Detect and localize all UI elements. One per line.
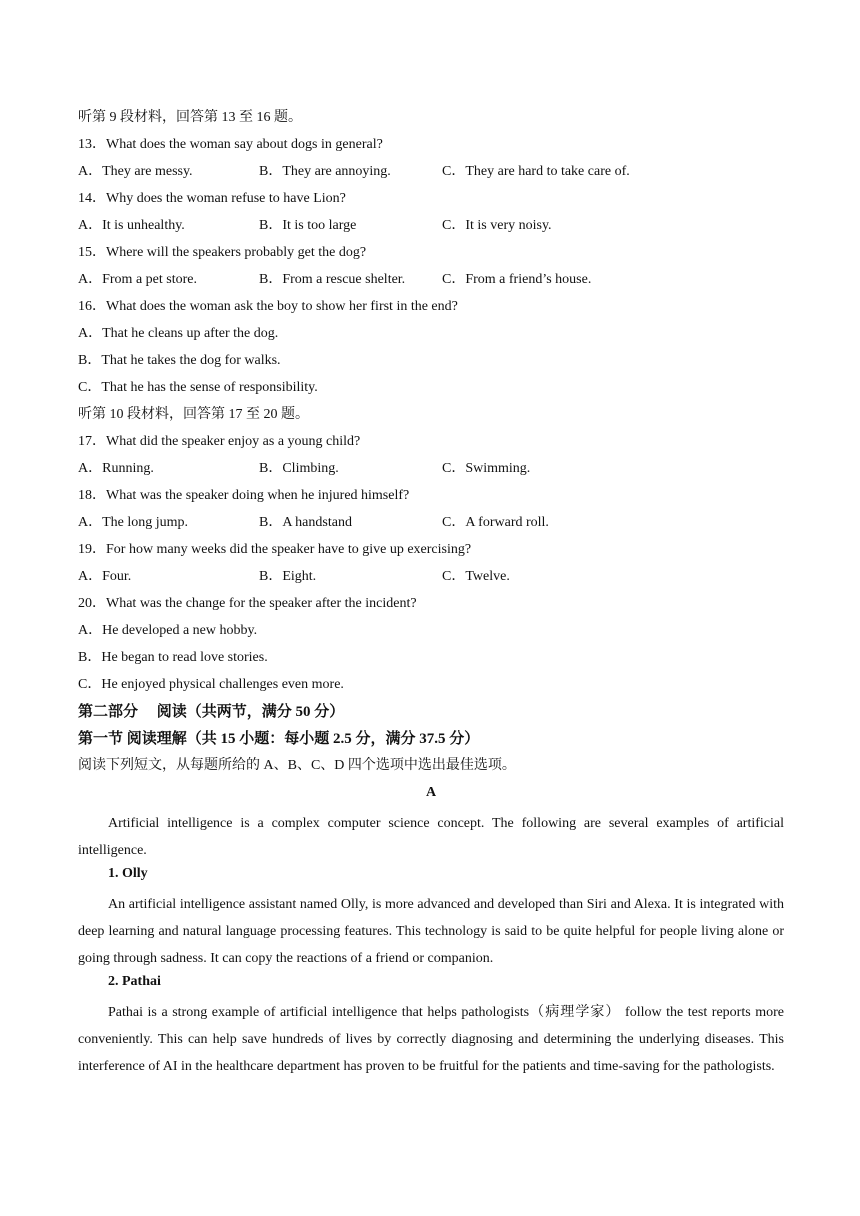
passage-label: A	[425, 785, 437, 800]
q17-option-b: B．Climbing.	[259, 461, 339, 476]
item-2-paragraph: Pathai is a strong example of artificial intelligence that helps pathologists（病理学家） follow the test reports more conveniently. This can help save hundreds of lives by correctly diagnosing and determining the underlying diseases. This interference of AI in the healthcare department has proven to be fruitful for the patients and time-saving for the pathologists.	[78, 1005, 784, 1074]
q15-option-c: C．From a friend’s house.	[442, 272, 592, 287]
item-2-title: 2. Pathai	[108, 974, 161, 989]
q16-option-c: C．That he has the sense of responsibility.	[78, 380, 318, 395]
question-15-stem: 15．Where will the speakers probably get the dog?	[78, 245, 367, 260]
question-18-options	[78, 513, 784, 540]
question-14-options	[78, 216, 784, 243]
q20-option-b: B．He began to read love stories.	[78, 650, 268, 665]
item-1-paragraph: An artificial intelligence assistant named Olly, is more advanced and developed than Siri and Alexa. It is integrated with deep learning and natural language processing features. This technology is said to be quite helpful for people living alone or going through sadness. It can copy the reactions of a friend or companion.	[78, 897, 784, 966]
question-17-stem: 17．What did the speaker enjoy as a young child?	[78, 434, 361, 449]
q16-option-b: B．That he takes the dog for walks.	[78, 353, 281, 368]
q14-option-b: B．It is too large	[259, 218, 357, 233]
q13-option-c: C．They are hard to take care of.	[442, 164, 630, 179]
passage-intro-paragraph: Artificial intelligence is a complex computer science concept. The following are several examples of artificial intelligence.	[78, 816, 784, 858]
question-14-stem: 14．Why does the woman refuse to have Lion?	[78, 191, 346, 206]
question-15-options	[78, 270, 784, 297]
q13-option-a: A．They are messy.	[78, 164, 193, 179]
q17-option-c: C．Swimming.	[442, 461, 531, 476]
reading-instructions: 阅读下列短文，从每题所给的 A、B、C、D 四个选项中选出最佳选项。	[78, 758, 516, 773]
q18-option-c: C．A forward roll.	[442, 515, 549, 530]
section-one-title: 第一节 阅读理解（共 15 小题：每小题 2.5 分，满分 37.5 分）	[78, 731, 480, 747]
question-13-stem: 13．What does the woman say about dogs in general?	[78, 137, 383, 152]
q19-option-a: A．Four.	[78, 569, 132, 584]
q19-option-b: B．Eight.	[259, 569, 317, 584]
item-1-title: 1. Olly	[108, 866, 148, 881]
page-content	[78, 108, 784, 1080]
q18-option-b: B．A handstand	[259, 515, 352, 530]
q19-option-c: C．Twelve.	[442, 569, 510, 584]
question-20-stem: 20．What was the change for the speaker after the incident?	[78, 596, 417, 611]
part-two-title: 第二部分 阅读（共两节，满分 50 分）	[78, 704, 345, 720]
q14-option-a: A．It is unhealthy.	[78, 218, 185, 233]
q15-option-b: B．From a rescue shelter.	[259, 272, 406, 287]
section10-intro: 听第 10 段材料，回答第 17 至 20 题。	[78, 407, 309, 422]
q20-option-c: C．He enjoyed physical challenges even more.	[78, 677, 344, 692]
question-19-stem: 19．For how many weeks did the speaker have to give up exercising?	[78, 542, 472, 557]
section9-intro: 听第 9 段材料，回答第 13 至 16 题。	[78, 110, 302, 125]
question-13-options	[78, 162, 784, 189]
q15-option-a: A．From a pet store.	[78, 272, 197, 287]
q17-option-a: A．Running.	[78, 461, 154, 476]
question-17-options	[78, 459, 784, 486]
q14-option-c: C．It is very noisy.	[442, 218, 552, 233]
question-19-options	[78, 567, 784, 594]
q18-option-a: A．The long jump.	[78, 515, 189, 530]
q16-option-a: A．That he cleans up after the dog.	[78, 326, 279, 341]
q13-option-b: B．They are annoying.	[259, 164, 391, 179]
question-16-stem: 16．What does the woman ask the boy to show her first in the end?	[78, 299, 458, 314]
q20-option-a: A．He developed a new hobby.	[78, 623, 258, 638]
question-18-stem: 18．What was the speaker doing when he injured himself?	[78, 488, 410, 503]
